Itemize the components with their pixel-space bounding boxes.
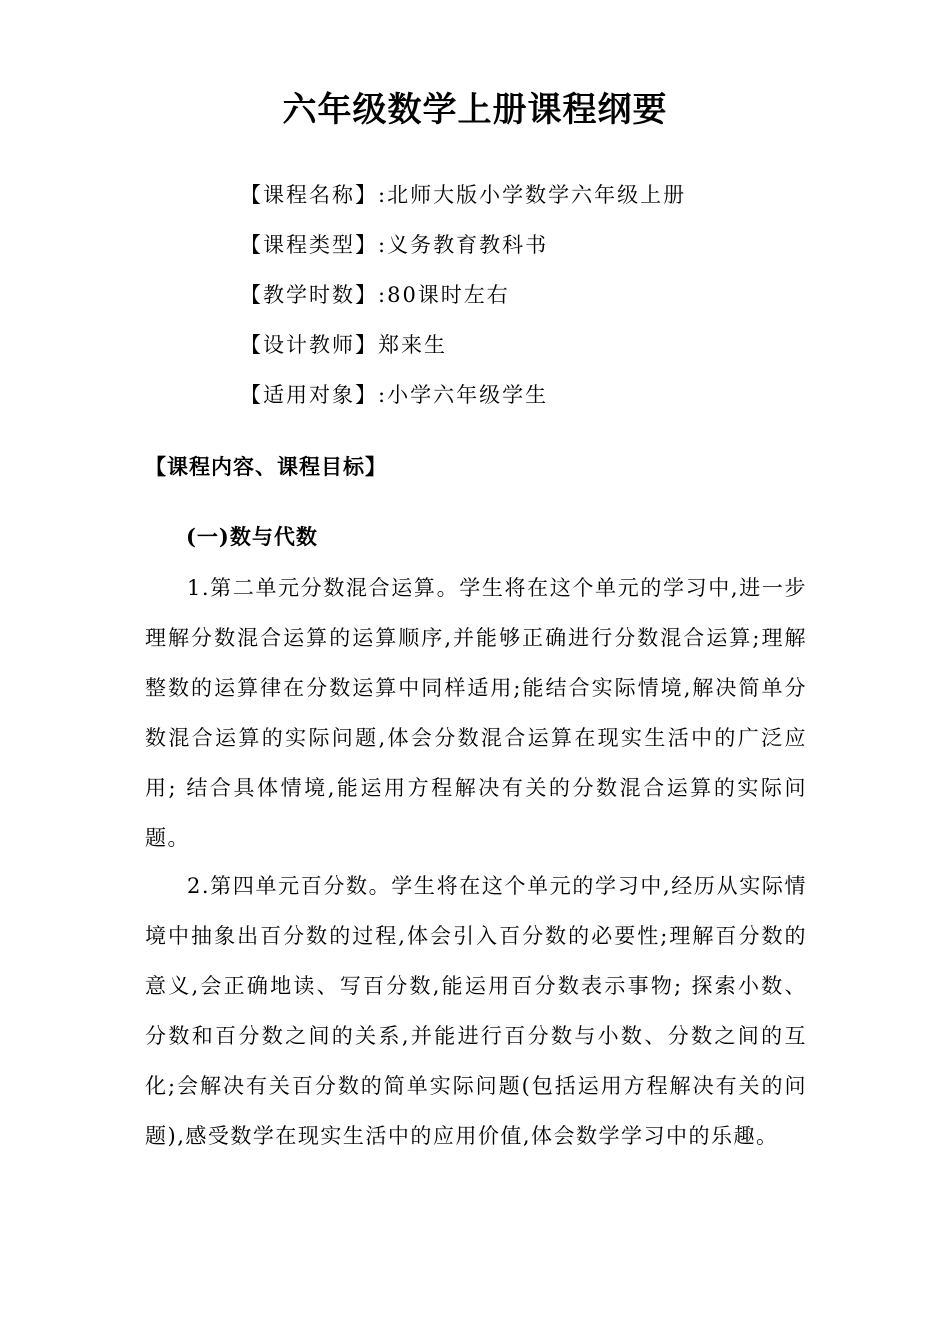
meta-value: 80课时左右 [387, 283, 510, 307]
meta-key: 【适用对象】 [240, 383, 378, 407]
document-title: 六年级数学上册课程纲要 [282, 90, 668, 130]
meta-separator: : [378, 183, 388, 207]
meta-value: 北师大版小学数学六年级上册 [387, 183, 687, 207]
sub-heading: (一)数与代数 [186, 524, 318, 549]
meta-key: 【课程类型】 [240, 233, 378, 257]
meta-value: 郑来生 [378, 333, 447, 357]
meta-value: 小学六年级学生 [387, 383, 549, 407]
meta-separator: : [378, 383, 388, 407]
course-meta-list [240, 170, 860, 420]
meta-separator: : [378, 283, 388, 307]
section-heading: 【课程内容、课程目标】 [145, 454, 387, 479]
body-paragraph: 1.第二单元分数混合运算。学生将在这个单元的学习中,进一步理解分数混合运算的运算顺序,并能够正确进行分数混合运算;理解整数的运算律在分数运算中同样适用;能结合实际情境,解决简单分数混合运算的实际问题,体会分数混合运算在现实生活中的广泛应用; 结合具体情境,能运用方程解决有关的分数混合运算的实际问题。 [145, 576, 807, 850]
meta-key: 【设计教师】 [240, 333, 378, 357]
meta-teaching-hours [240, 270, 860, 320]
meta-course-name [240, 170, 860, 220]
meta-key: 【教学时数】 [240, 283, 378, 307]
meta-value: 义务教育教科书 [387, 233, 549, 257]
meta-audience [240, 370, 860, 420]
meta-key: 【课程名称】 [240, 183, 378, 207]
meta-separator: : [378, 233, 388, 257]
meta-designer [240, 320, 860, 370]
body-paragraph: 2.第四单元百分数。学生将在这个单元的学习中,经历从实际情境中抽象出百分数的过程,体会引入百分数的必要性;理解百分数的意义,会正确地读、写百分数,能运用百分数表示事物; 探索小数、分数和百分数之间的关系,并能进行百分数与小数、分数之间的互化;会解决有关百分数的简单实际问题(包括运用方程解决有关的问题),感受数学在现实生活中的应用价值,体会数学学习中的乐趣。 [145, 874, 807, 1148]
meta-course-type [240, 220, 860, 270]
